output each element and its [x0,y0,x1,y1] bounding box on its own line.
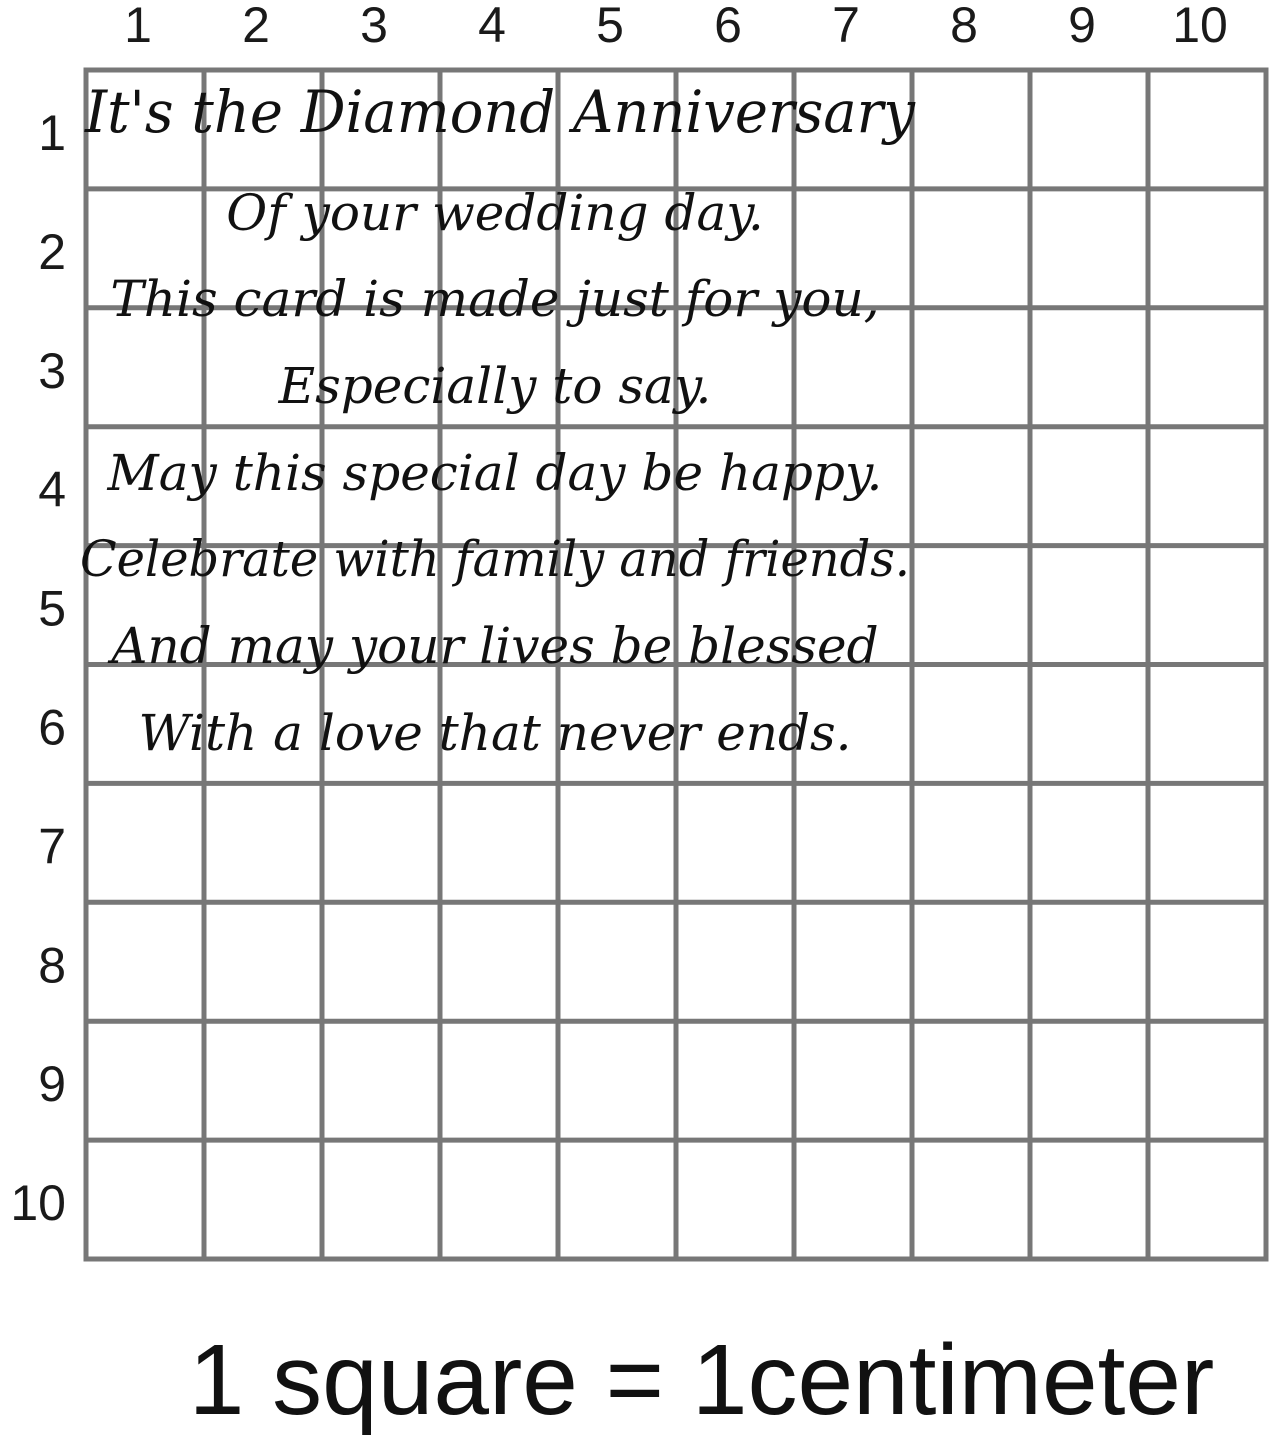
row-labels [10,105,66,1231]
verse-line-2: This card is made just for you, [110,270,880,328]
column-label: 8 [950,0,978,53]
column-label: 1 [124,0,152,53]
row-label: 2 [38,223,66,280]
column-label: 10 [1172,0,1228,53]
column-label: 5 [596,0,624,53]
row-label: 10 [10,1175,66,1232]
column-label: 3 [360,0,388,53]
verse-line-3: Especially to say. [278,357,712,415]
column-label: 9 [1068,0,1096,53]
verse-line-6: And may your lives be blessed [111,617,879,675]
verse-line-5: Celebrate with family and friends. [80,530,910,588]
row-label: 5 [38,580,66,637]
column-label: 6 [714,0,742,53]
column-label: 7 [832,0,860,53]
row-label: 9 [38,1056,66,1113]
row-label: 6 [38,699,66,756]
row-label: 1 [38,105,66,161]
column-label: 2 [242,0,270,53]
verse-line-7: With a love that never ends. [138,704,852,762]
row-label: 7 [38,818,66,875]
verse-line-1: Of your wedding day. [226,184,764,242]
verse-line-4: May this special day be happy. [107,444,883,502]
verse-title: It's the Diamond Anniversary [84,78,917,146]
row-label: 8 [38,937,66,994]
scale-note: 1 square = 1centimeter [188,1324,1215,1436]
row-label: 3 [38,342,66,399]
row-label: 4 [38,461,66,518]
column-labels [124,0,1228,53]
column-label: 4 [478,0,506,53]
